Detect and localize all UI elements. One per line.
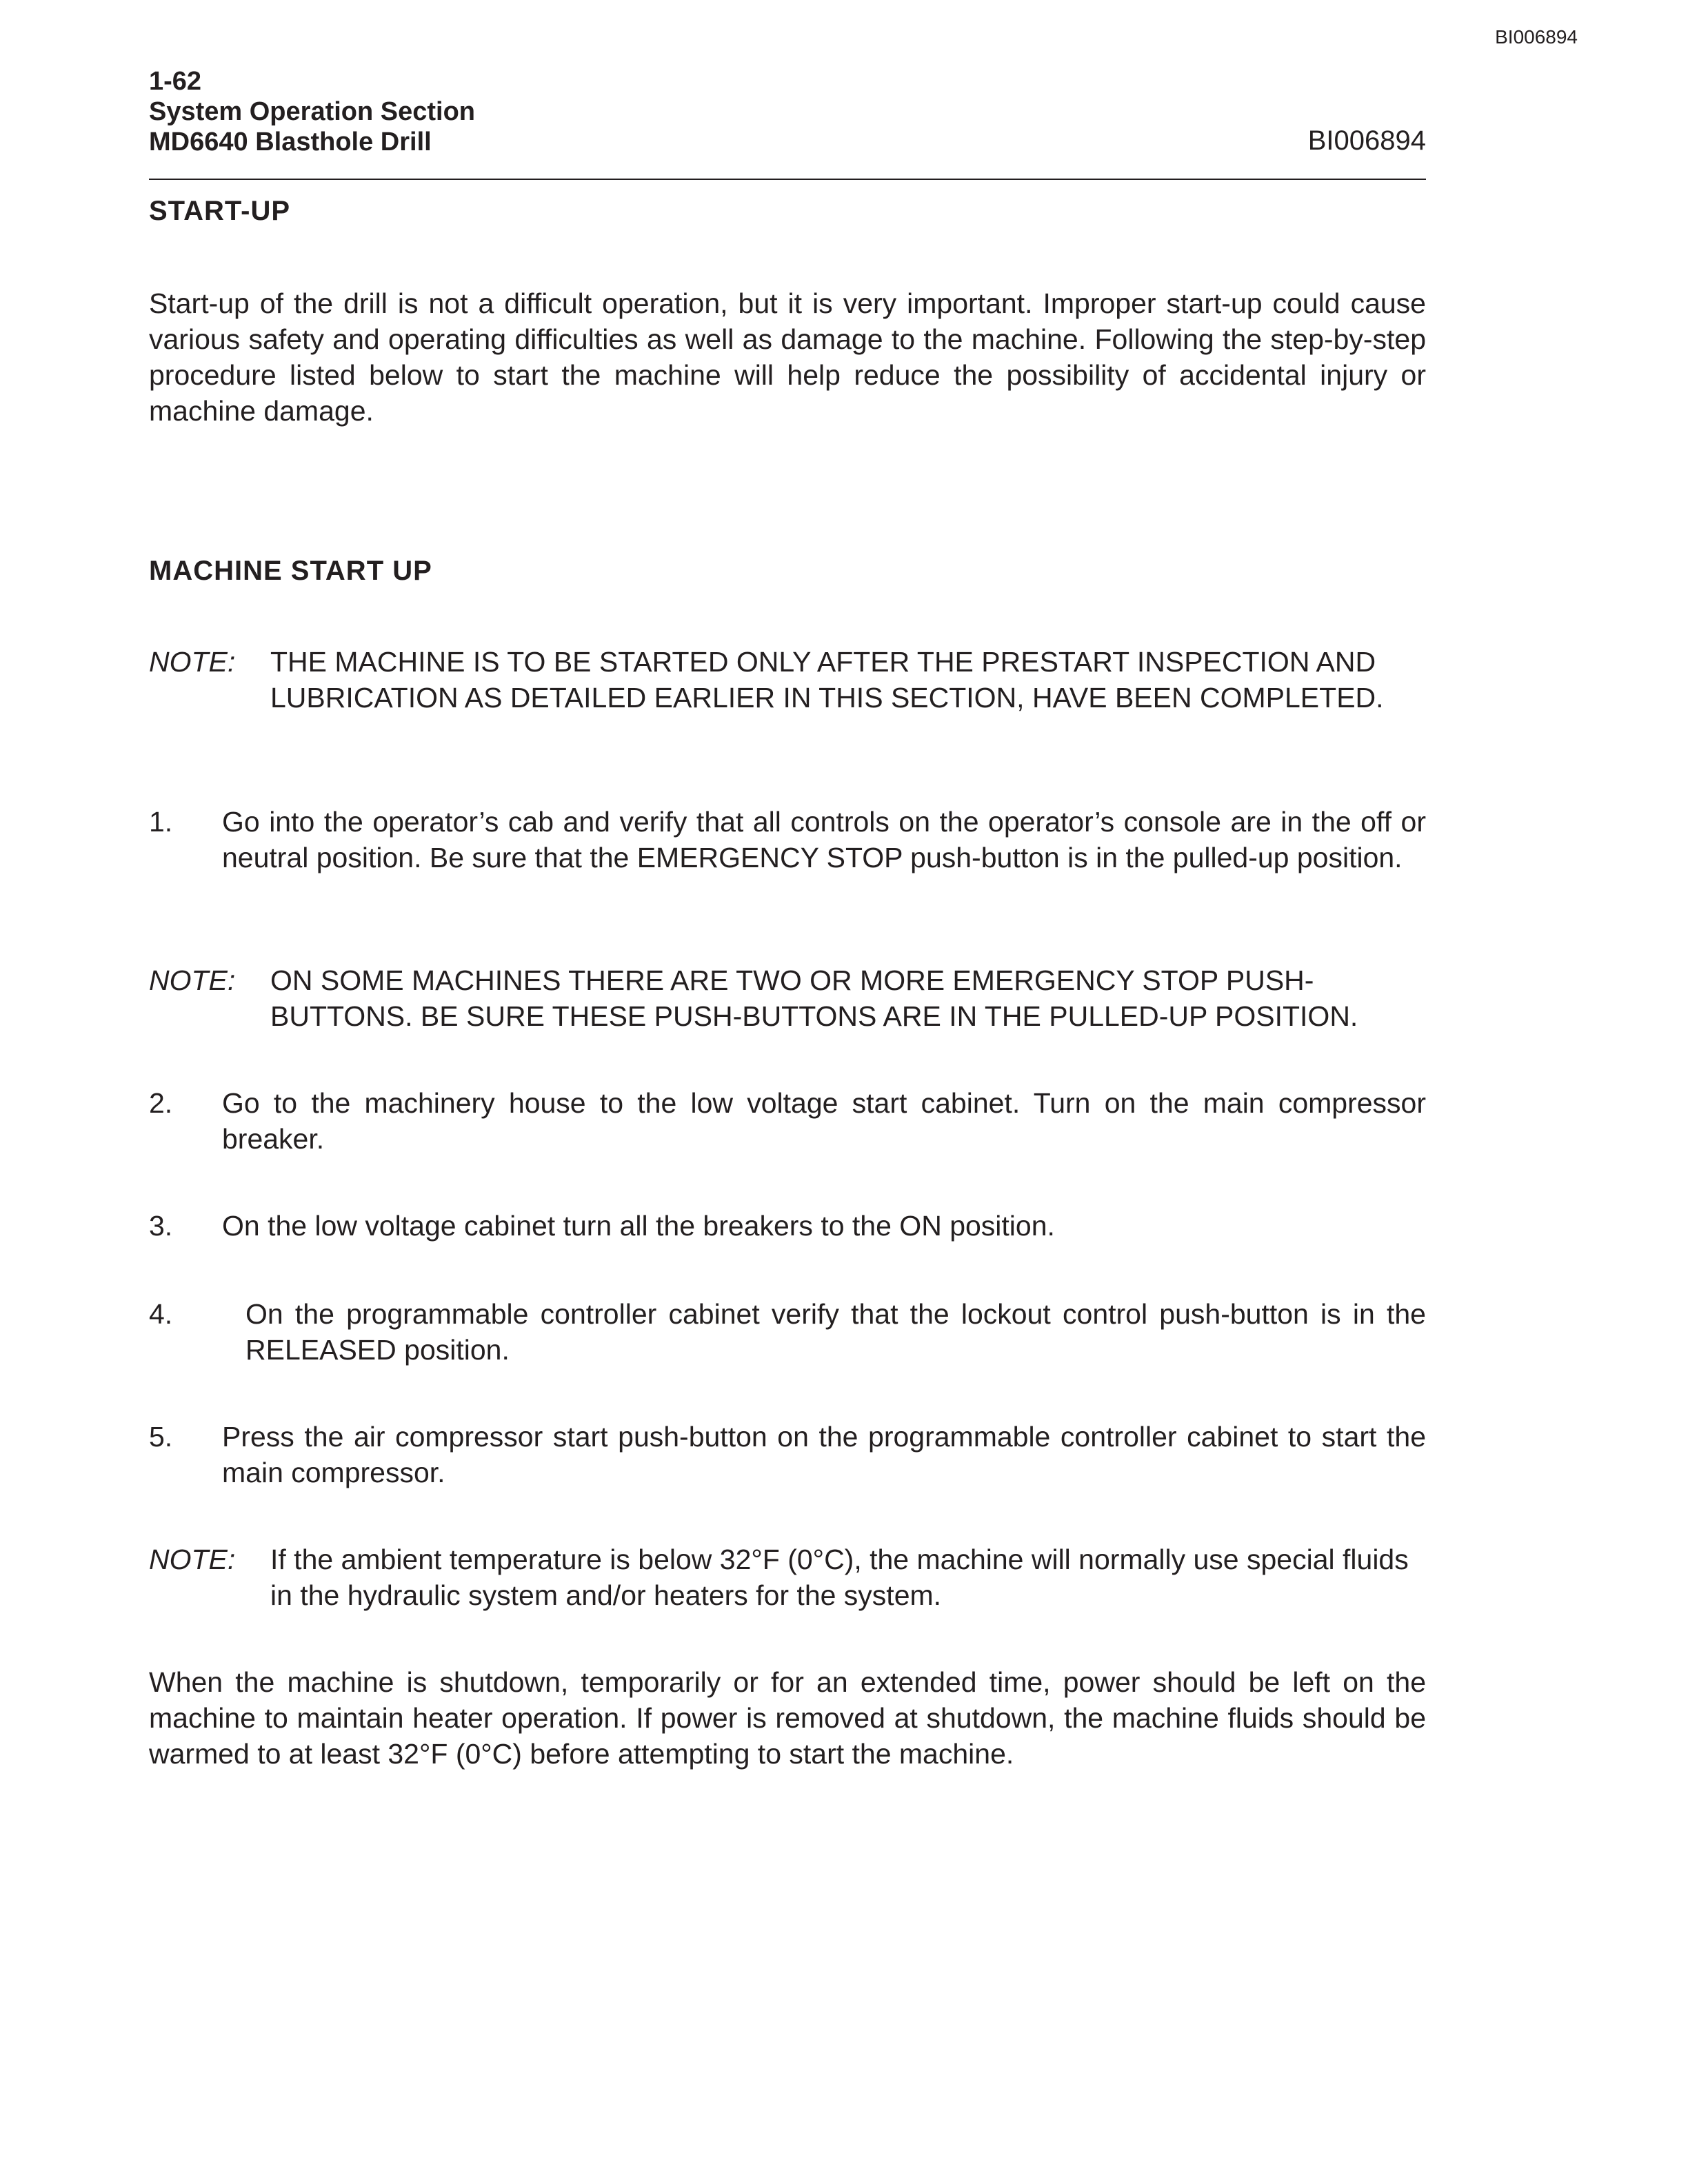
- step-text: Go into the operator’s cab and verify that all controls on the operator’s console are in the off or neutral position. Be sure that the EMERGENCY STOP push-button is in the pulled-up position.: [222, 806, 1426, 873]
- step-number: 3.: [149, 1210, 173, 1242]
- note-prestart: [149, 644, 1431, 716]
- machine-startup-heading: MACHINE START UP: [149, 556, 432, 586]
- startup-intro-paragraph: Start-up of the drill is not a difficult operation, but it is very important. Improper start-up could cause various safety and operating difficulties as well as damage to the machine. Following the step-by-step procedure listed below to start the machine will help reduce the possibility of accidental injury or machine damage.: [149, 287, 1426, 427]
- step-item: [149, 1419, 1426, 1490]
- page-number: 1-62: [149, 67, 202, 96]
- step-number: 2.: [149, 1087, 173, 1119]
- step-text: Press the air compressor start push-button on the programmable controller cabinet to start the main compressor.: [222, 1421, 1426, 1488]
- step-number: 5.: [149, 1421, 173, 1453]
- document-code: BI006894: [1307, 125, 1426, 156]
- step-item: [149, 1085, 1426, 1157]
- step-text: On the programmable controller cabinet verify that the lockout control push-button is in the RELEASED position.: [245, 1298, 1426, 1366]
- step-item: [149, 1208, 1426, 1244]
- document-stamp: BI006894: [1495, 26, 1578, 48]
- step-item: [149, 1296, 1426, 1368]
- startup-heading: START-UP: [149, 196, 291, 226]
- step-number: 1.: [149, 806, 173, 838]
- note-text: ON SOME MACHINES THERE ARE TWO OR MORE EMERGENCY STOP PUSH-BUTTONS. BE SURE THESE PUSH-BUTTONS ARE IN THE PULLED-UP POSITION.: [270, 964, 1358, 1032]
- note-label: NOTE:: [149, 646, 236, 678]
- note-label: NOTE:: [149, 964, 236, 996]
- note-text: THE MACHINE IS TO BE STARTED ONLY AFTER THE PRESTART INSPECTION AND LUBRICATION AS DETAILED EARLIER IN THIS SECTION, HAVE BEEN COMPLETED.: [270, 646, 1384, 714]
- step-text: On the low voltage cabinet turn all the breakers to the ON position.: [222, 1210, 1055, 1242]
- step-item: [149, 804, 1426, 876]
- note-emergency-stop: [149, 962, 1431, 1034]
- step-text: Go to the machinery house to the low voltage start cabinet. Turn on the main compressor breaker.: [222, 1087, 1426, 1155]
- note-temperature: [149, 1541, 1431, 1613]
- step-number: 4.: [149, 1298, 173, 1330]
- page-header: [149, 66, 475, 157]
- section-title: System Operation Section: [149, 97, 476, 126]
- header-divider: [149, 179, 1426, 180]
- machine-title: MD6640 Blasthole Drill: [149, 128, 432, 156]
- note-text: If the ambient temperature is below 32°F (0°C), the machine will normally use special fluids in the hydraulic system and/or heaters for the system.: [270, 1544, 1409, 1611]
- shutdown-paragraph: When the machine is shutdown, temporarily or for an extended time, power should be left on the machine to maintain heater operation. If power is removed at shutdown, the machine fluids should be warmed to at least 32°F (0°C) before attempting to start the machine.: [149, 1666, 1426, 1770]
- note-label: NOTE:: [149, 1544, 236, 1575]
